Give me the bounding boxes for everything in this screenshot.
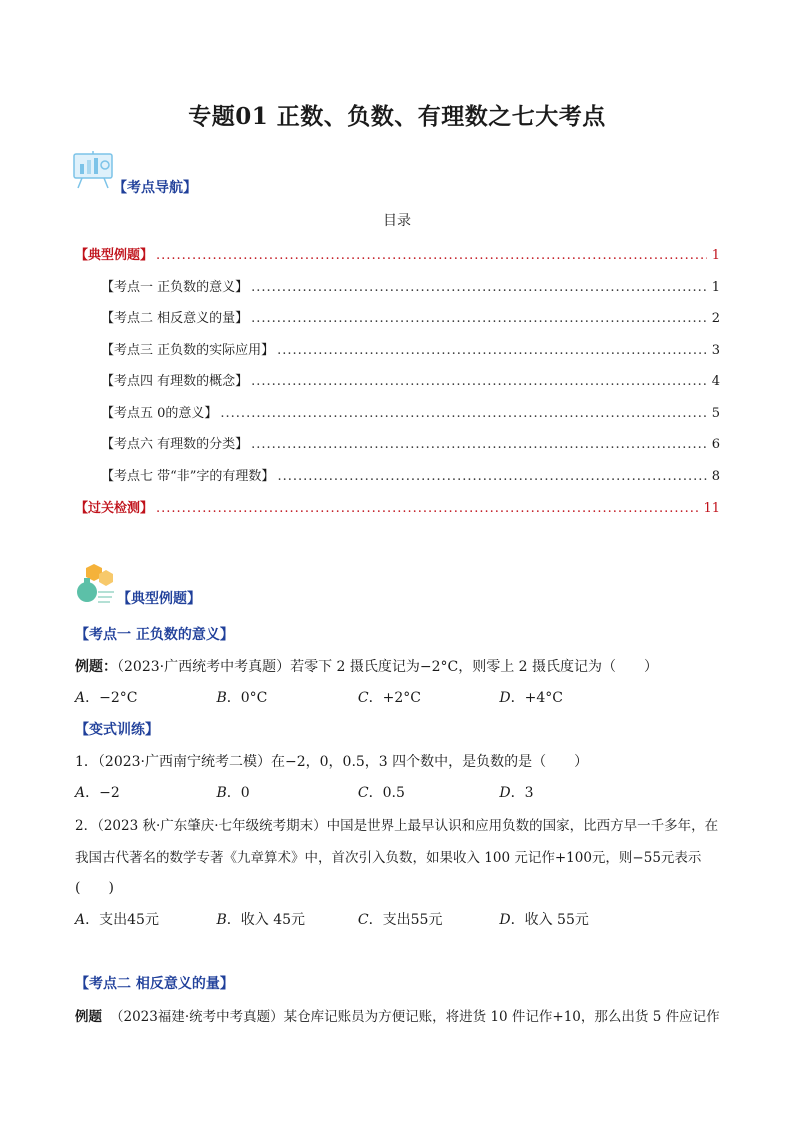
toc-entry-label: 【考点四 有理数的概念】 [101,374,249,389]
toc-leader-dots [251,437,707,452]
toc-entry-main1[interactable] [75,244,720,263]
toc-entry-point4[interactable] [101,370,720,389]
option-text: ．0°C [226,690,268,706]
toc-page-number: 5 [711,406,720,421]
option-text: ．收入 55元 [510,912,589,928]
option-letter: C [357,785,369,801]
example1-question [75,656,658,676]
point2-heading: 【考点二 相反意义的量】 [75,976,234,992]
presentation-chart-icon [72,150,114,190]
option-text: ．支出55元 [368,912,443,928]
toc-entry-label: 【考点三 正负数的实际应用】 [101,343,275,358]
section-heading: 【典型例题】 [117,591,201,607]
toc-leader-dots [156,248,707,263]
option-text: ．3 [510,785,534,801]
toc-entry-point3[interactable] [101,339,720,358]
option-text: ．−2 [85,785,120,801]
option-letter: B [216,690,227,706]
option-text: ．+4°C [510,690,563,706]
option-c[interactable] [358,909,495,929]
variant-heading: 【变式训练】 [75,722,159,738]
toc-page-number: 1 [711,280,720,295]
toc-leader-dots [251,311,707,326]
toc-page-number: 8 [711,469,720,484]
toc-page-number: 1 [711,248,720,263]
toc-entry-point2[interactable] [101,307,720,326]
toc-page-number: 4 [711,374,720,389]
example2-question [75,1005,720,1025]
option-text: ．收入 45元 [226,912,306,928]
q1-options [75,782,534,802]
option-text: ．+2°C [368,690,421,706]
toc-entry-label: 【考点一 正负数的意义】 [101,280,249,295]
option-letter: D [499,785,511,801]
option-b[interactable] [216,909,353,929]
option-letter: A [75,785,86,801]
option-a[interactable] [75,909,212,929]
toc-entry-label: 【典型例题】 [75,248,154,263]
toc-entry-point7[interactable] [101,465,720,484]
page-title: 专题01 正数、负数、有理数之七大考点 [188,103,606,130]
option-d[interactable] [499,909,589,929]
option-letter: A [75,690,86,706]
option-b[interactable] [216,782,353,802]
example-prefix: 例题： [75,659,117,675]
nav-heading: 【考点导航】 [113,180,197,196]
option-a[interactable] [75,782,212,802]
toc-entry-label: 【过关检测】 [75,501,154,516]
option-text: ．0.5 [368,785,405,801]
option-letter: C [357,912,369,928]
option-d[interactable] [499,782,533,802]
toc-leader-dots [251,280,707,295]
option-letter: B [216,912,227,928]
option-letter: B [216,785,227,801]
toc-leader-dots [277,469,707,484]
option-letter: C [357,690,369,706]
option-text: ．支出45元 [85,912,159,928]
toc-entry-label: 【考点六 有理数的分类】 [101,437,249,452]
example-prefix: 例题 [75,1009,102,1025]
option-text: ．0 [226,785,250,801]
toc-leader-dots [277,343,707,358]
toc-page-number: 6 [711,437,720,452]
point1-heading: 【考点一 正负数的意义】 [75,627,234,643]
toc-entry-main2[interactable] [75,497,720,516]
toc-leader-dots [220,406,707,421]
q2-line1: 2．（2023 秋·广东肇庆·七年级统考期末）中国是世界上最早认识和应用负数的国家，比西方早一千多年，在 [75,818,719,834]
toc-page-number: 11 [703,501,720,516]
toc-entry-point5[interactable] [101,402,720,421]
q1-question: 1．（2023·广西南宁统考二模）在−2，0，0.5，3 四个数中，是负数的是（ ） [75,754,589,770]
option-letter: D [499,912,511,928]
toc-leader-dots [156,501,700,516]
example-text: （2023·广西统考中考真题）若零下 2 摄氏度记为−2°C，则零上 2 摄氏度记为（ ） [117,659,659,675]
option-b[interactable] [216,687,353,707]
q2-line2: 我国古代著名的数学专著《九章算术》中，首次引入负数，如果收入 100 元记作+100元，则−55元表示 [75,850,702,866]
option-a[interactable] [75,687,212,707]
example-text: （2023福建·统考中考真题）某仓库记账员为方便记账，将进货 10 件记作+10，那么出货 5 件应记作 [110,1009,720,1025]
toc-entry-label: 【考点五 0的意义】 [101,406,218,421]
example1-options [75,687,563,707]
toc-title: 目录 [383,213,411,229]
option-letter: A [75,912,86,928]
q2-options [75,909,589,929]
toc-entry-point1[interactable] [101,276,720,295]
toc-entry-point6[interactable] [101,433,720,452]
toc-page-number: 2 [711,311,720,326]
toc-entry-label: 【考点二 相反意义的量】 [101,311,249,326]
toc-entry-label: 【考点七 带“非”字的有理数】 [101,469,275,484]
option-letter: D [499,690,511,706]
q2-line3: ( ) [75,880,114,896]
option-c[interactable] [358,687,495,707]
option-text: ．−2°C [85,690,138,706]
flask-hexagon-icon [72,562,116,604]
option-c[interactable] [358,782,495,802]
toc-page-number: 3 [711,343,720,358]
toc-leader-dots [251,374,707,389]
option-d[interactable] [499,687,563,707]
